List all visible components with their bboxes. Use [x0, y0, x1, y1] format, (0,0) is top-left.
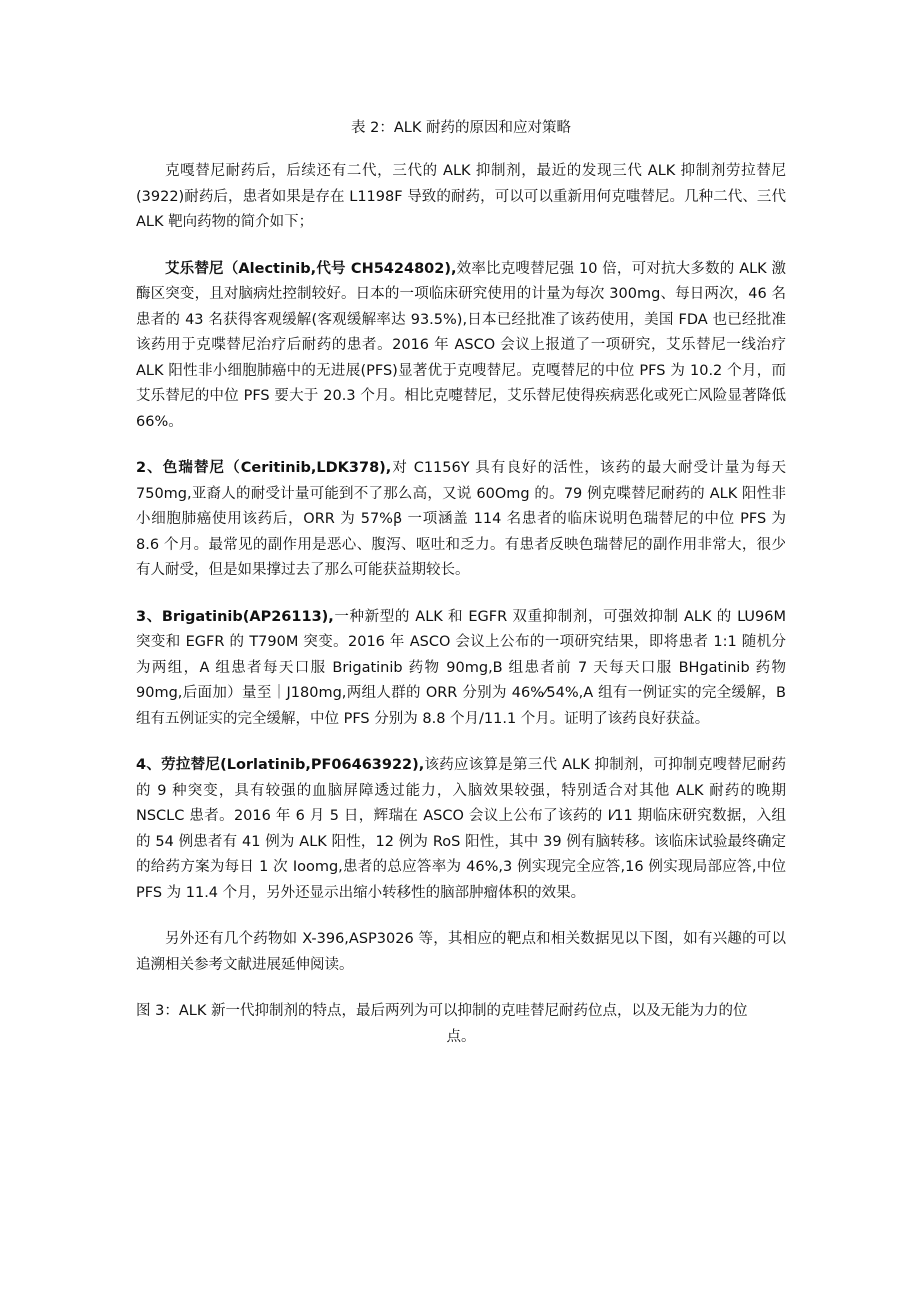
- drug-body-brigatinib: 一种新型的 ALK 和 EGFR 双重抑制剂，可强效抑制 ALK 的 LU96M 突变和 EGFR 的 T790M 突变。2016 年 ASCO 会议上公布的一项研究结果，即将患者 1:1 随机分为两组，A 组患者每天口服 Brigatinib 药物 90mg,B 组患者前 7 天每天口服 BHgatinib 药物 90mg,后面加）量至｜J180mg,两组人群的 ORR 分别为 46%⁄54%,A 组有一例证实的完全缓解，B 组有五例证实的完全缓解，中位 PFS 分别为 8.8 个月/11.1 个月。证明了该药良好获益。: [136, 608, 786, 727]
- drug-title-ceritinib: 2、色瑞替尼（Ceritinib,LDK378),: [136, 460, 392, 476]
- figure-caption: [136, 999, 786, 1050]
- drug-paragraph-brigatinib: [136, 605, 786, 733]
- drug-title-brigatinib: 3、Brigatinib(AP26113),: [136, 608, 334, 625]
- drug-body-ceritinib: 对 C1156Y 具有良好的活性，该药的最大耐受计量为每天 750mg,亚裔人的耐受计量可能到不了那么高，又说 60Omg 的。79 例克喋替尼耐药的 ALK 阳性非小细胞肺癌使用该药后，ORR 为 57%β 一项涵盖 114 名患者的临床说明色瑞替尼的中位 PFS 为 8.6 个月。最常见的副作用是恶心、腹泻、呕吐和乏力。有患者反映色瑞替尼的副作用非常大，很少有人耐受，但是如果撑过去了那么可能获益期较长。: [136, 460, 786, 578]
- intro-paragraph: 克嘎替尼耐药后，后续还有二代，三代的 ALK 抑制剂，最近的发现三代 ALK 抑制剂劳拉替尼(3922)耐药后，患者如果是存在 L1198F 导致的耐药，可以可以重新用何克嗤替尼。几种二代、三代 ALK 靶向药物的简介如下；: [136, 163, 786, 230]
- drug-title-lorlatinib: 4、劳拉替尼(Lorlatinib,PF06463922),: [136, 757, 425, 773]
- drug-title-alectinib: 艾乐替尼（Alectinib,代号 CH5424802),: [165, 260, 457, 277]
- document-body: [136, 118, 786, 1050]
- drug-paragraph-lorlatinib: [136, 753, 786, 906]
- closing-paragraph: 另外还有几个药物如 X-396,ASP3026 等，其相应的靶点和相关数据见以下图，如有兴趣的可以追溯相关参考文献进展延伸阅读。: [136, 931, 786, 973]
- drug-paragraph-ceritinib: [136, 456, 786, 584]
- drug-body-lorlatinib: 该药应该算是第三代 ALK 抑制剂，可抑制克嗖替尼耐药的 9 种突变，具有较强的血脑屏障透过能力，入脑效果较强，特别适合对其他 ALK 耐药的晚期 NSCLC 患者。2016 年 6 月 5 日，辉瑞在 ASCO 会议上公布了该药的 I⁄11 期临床研究数据，入组的 54 例患者有 41 例为 ALK 阳性，12 例为 RoS 阳性，其中 39 例有脑转移。该临床试验最终确定的给药方案为每日 1 次 Ioomg,患者的总应答率为 46%,3 例实现完全应答,16 例实现局部应答,中位 PFS 为 11.4 个月，另外还显示出缩小转移性的脑部肿瘤体积的效果。: [136, 757, 786, 901]
- table-caption: 表 2：ALK 耐药的原因和应对策略: [351, 120, 571, 136]
- drug-body-alectinib: 效率比克嗖替尼强 10 倍，可对抗大多数的 ALK 激酶区突变，且对脑病灶控制较好。日本的一项临床研究使用的计量为每次 300mg、每日两次，46 名患者的 43 名获得客观缓解(客观缓解率达 93.5%),日本已经批准了该药使用，美国 FDA 也已经批准该药用于克喋替尼治疗后耐药的患者。2016 年 ASCO 会议上报道了一项研究，艾乐替尼一线治疗 ALK 阳性非小细胞肺癌中的无进展(PFS)显著优于克嗖替尼。克嘎替尼的中位 PFS 为 10.2 个月，而艾乐替尼的中位 PFS 要大于 20.3 个月。相比克嚏替尼，艾乐替尼使得疾病恶化或死亡风险显著降低 66%。: [136, 260, 786, 430]
- figure-caption-main: 图 3：ALK 新一代抑制剂的特点，最后两列为可以抑制的克哇替尼耐药位点，以及无能为力的位: [136, 1003, 748, 1019]
- figure-caption-tail: 点。: [446, 1028, 476, 1045]
- drug-paragraph-alectinib: [136, 257, 786, 436]
